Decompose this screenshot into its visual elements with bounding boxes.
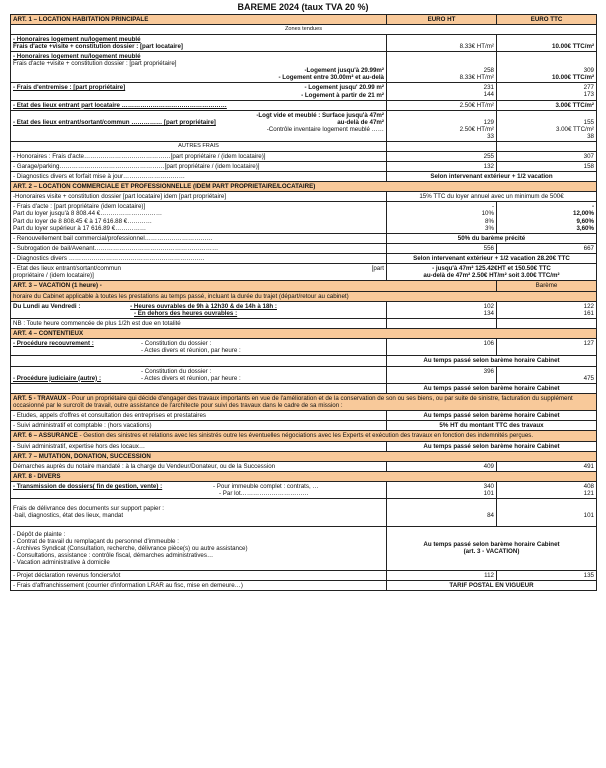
row-label: Frais d'acte +visite + constitution dossier : [part propriétaire] <box>13 59 177 67</box>
row-label: - Actes divers et réunion, par heure : <box>141 374 241 382</box>
value-ttc: 158 <box>497 161 597 171</box>
page-title: BAREME 2024 (taux TVA 20 %) <box>237 2 369 12</box>
row-label: - Dépôt de plainte : <box>13 530 66 538</box>
art1-title: ART. 1 – LOCATION HABITATION PRINCIPALE <box>11 15 387 25</box>
value-ttc: 3.00€ TTC/m² <box>555 126 594 134</box>
value-ht: 8.33€ HT/m² <box>459 74 494 82</box>
table-row <box>11 499 597 526</box>
value-ht: 144 <box>483 91 494 99</box>
art1-header <box>11 15 597 25</box>
art6-text: - Gestion des sinistres et relations avec les sinistrés outre les éventuelles négociations avec les Experts et exécution des travaux en fonction des indemnités perçues. <box>77 432 534 440</box>
value-ht: 84 <box>387 499 497 526</box>
art7-title: ART. 7 – MUTATION, DONATION, SUCCESSION <box>11 451 597 461</box>
value-ht: 396 <box>483 367 494 375</box>
value-ht: - <box>491 203 494 211</box>
row-label: [part <box>371 265 384 273</box>
value-ht: 2.50€ HT/m² <box>459 126 494 134</box>
table-row <box>11 301 597 318</box>
col-ht-header: EURO HT <box>387 15 497 25</box>
art6-title: ART. 6 – ASSURANCE <box>13 432 78 440</box>
row-label: -bail, diagnostics, état des lieux, mandat <box>13 512 124 520</box>
table-row <box>11 441 597 451</box>
value-ttc: 121 <box>583 490 594 498</box>
value-ttc: 9,60% <box>576 217 594 225</box>
row-label: - Honoraires logement nu/logement meublé <box>13 52 141 60</box>
table-row <box>11 461 597 471</box>
row-label: - Honoraires : Frais d'acte……………………………………[part propriétaire / (idem locataire)] <box>11 151 387 161</box>
table-row <box>11 356 597 366</box>
row-label: -Contrôle inventaire logement meublé …… <box>266 126 384 134</box>
table-row <box>11 202 597 234</box>
row-label: NB : Toute heure commencée de plus 1/2h est due en totalité <box>11 318 387 328</box>
row-label: Part du loyer jusqu'à 8 808.44 €………………………… <box>13 210 163 218</box>
value-ht: 409 <box>387 461 497 471</box>
value-ht: 10% <box>481 210 494 218</box>
autres-frais-row <box>11 142 597 151</box>
table-row <box>11 83 597 100</box>
row-label: - Logement jusqu' 20.99 m² <box>304 84 384 92</box>
table-row <box>11 526 597 571</box>
row-label: - Diagnostics divers ………………………………………………………… <box>11 254 387 264</box>
value-ht: 102 <box>483 302 494 310</box>
value-ttc: 135 <box>497 571 597 581</box>
art4-header <box>11 329 597 339</box>
value-merged: Au temps passé selon barème horaire Cabinet <box>423 541 560 549</box>
value-ttc: 38 <box>587 133 594 141</box>
value-ht: 255 <box>387 151 497 161</box>
value-ht: 132 <box>387 161 497 171</box>
row-label: - Projet déclaration revenus fonciers/lot <box>11 571 387 581</box>
value-merged: Au temps passé selon barème horaire Cabinet <box>387 356 597 366</box>
table-row <box>11 318 597 328</box>
value-ht: 2.50€ HT/m² <box>387 100 497 110</box>
row-label: Part du loyer de 8 808.45 € à 17 616.88 €………… <box>13 217 152 225</box>
table-row <box>11 264 597 281</box>
row-label: - Contrat de travail du remplaçant du personnel d'immeuble : <box>13 537 179 545</box>
value-ttc: 12,00% <box>573 210 594 218</box>
value-ttc: 173 <box>583 91 594 99</box>
row-label: Frais d'acte +visite + constitution dossier : [part locataire] <box>13 42 183 50</box>
art2-header <box>11 182 597 192</box>
table-row <box>11 151 597 161</box>
value-merged: Au temps passé selon barème horaire Cabinet <box>387 441 597 451</box>
art7-header <box>11 451 597 461</box>
row-label: -Logement jusqu'à 29.99m² <box>304 67 384 75</box>
value-merged: au-delà de 47m² 2.50€ HT/m² soit 3.00€ TTC/m² <box>423 272 560 280</box>
row-label: -Honoraires visite + constitution dossier [part locataire] idem [part propriétaire] <box>11 192 387 202</box>
table-row <box>11 366 597 383</box>
table-row <box>11 34 597 51</box>
art8-header <box>11 471 597 481</box>
bareme-table <box>10 14 597 591</box>
row-label: - Etat des lieux entrant/sortant/commun <box>13 265 121 273</box>
value-ht: 3% <box>485 224 494 232</box>
row-label: - Par lot…………………………… <box>219 490 309 498</box>
row-label: - Logement entre 30.00m² et au-delà <box>278 74 384 82</box>
value-ttc: 307 <box>497 151 597 161</box>
value-merged: Au temps passé selon barème horaire Cabinet <box>387 411 597 421</box>
art3-title: ART. 3 – VACATION (1 heure) - <box>11 281 497 291</box>
row-label: - Frais d'affranchissement (courrier d'information LRAR au fisc, mise en demeure…) <box>11 581 387 591</box>
row-label: - Logement à partir de 21 m² <box>301 91 384 99</box>
row-label: - Procédure recouvrement : <box>13 340 94 348</box>
table-row <box>11 233 597 243</box>
art4-title: ART. 4 – CONTENTIEUX <box>11 329 597 339</box>
row-label-main: - Frais d'entremise : [part propriétaire] <box>13 84 126 92</box>
row-label: - Frais d'acte : [part propriétaire (idem locataire)] <box>13 203 146 211</box>
zones-row <box>11 25 597 34</box>
row-label: Démarches auprès du notaire mandaté : à la charge du Vendeur/Donateur, ou de la Succession <box>11 461 387 471</box>
value-ttc: 491 <box>497 461 597 471</box>
row-label: - Etudes, appels d'offres et consultation des entreprises et prestataires <box>11 411 387 421</box>
value-ht: 33 <box>487 133 494 141</box>
row-label: - Honoraires logement nu/logement meublé <box>13 35 141 43</box>
value-ttc: 3.00€ TTC/m² <box>497 100 597 110</box>
row-label: - Transmission de dossiers( fin de gestion, vente) : <box>13 483 163 491</box>
table-row <box>11 100 597 110</box>
value-ht: 134 <box>483 309 494 317</box>
value-ht: 101 <box>483 490 494 498</box>
table-row <box>11 411 597 421</box>
value-merged: 50% du barème précité <box>387 233 597 243</box>
row-label: - Archives Syndicat (Consultation, recherche, délivrance pièce(s) ou autre assistance) <box>13 544 248 552</box>
table-row <box>11 571 597 581</box>
row-label-main: - Etat des lieux entrant/sortant/commun …………… [part propriétaire] <box>13 118 216 126</box>
art6-header <box>11 431 597 441</box>
art8-title: ART. 8 - DIVERS <box>11 471 597 481</box>
row-label: - Actes divers et réunion, par heure : <box>141 347 241 355</box>
table-row <box>11 243 597 253</box>
value-ttc: 309 <box>583 67 594 75</box>
value-ttc: 475 <box>583 374 594 382</box>
row-label: - Constitution du dossier : <box>141 367 212 375</box>
value-ht: 106 <box>483 340 494 348</box>
row-label: au-delà de 47m² <box>337 119 384 127</box>
value-merged: 15% TTC du loyer annuel avec un minimum de 500€ <box>387 192 597 202</box>
value-merged: Au temps passé selon barème horaire Cabinet <box>387 383 597 393</box>
autres-frais-label: AUTRES FRAIS <box>11 142 387 151</box>
value-merged: 5% HT du montant TTC des travaux <box>387 421 597 431</box>
value-ttc: 277 <box>583 84 594 92</box>
value-ttc: 10.00€ TTC/m² <box>552 42 594 50</box>
value-ttc: 122 <box>583 302 594 310</box>
table-row <box>11 171 597 181</box>
art5-header <box>11 393 597 410</box>
table-row <box>11 254 597 264</box>
row-label: -Logt vide et meublé : Surface jusqu'à 47m² <box>256 112 384 120</box>
table-row <box>11 51 597 83</box>
row-label: Frais de délivrance des documents sur support papier : <box>13 505 164 513</box>
value-ht: 8% <box>485 217 494 225</box>
value-merged: - jusqu'à 47m² 125.42€HT et 150.50€ TTC <box>432 265 551 273</box>
art3-bareme: Barème <box>497 281 597 291</box>
row-label: - Garage/parking……………………………………………[part propriétaire / (idem locataire)] <box>11 161 387 171</box>
value-merged: TARIF POSTAL EN VIGUEUR <box>387 581 597 591</box>
art5-title: ART. 5 - TRAVAUX <box>13 394 67 402</box>
value-ht: 112 <box>387 571 497 581</box>
row-label: - Renouvellement bail commercial/professionnel…………………………… <box>11 233 387 243</box>
value-ttc: 10.00€ TTC/m² <box>552 74 594 82</box>
value-ttc: 667 <box>497 243 597 253</box>
row-label: - Procédure judiciaire (autre) : <box>13 374 102 382</box>
value-merged: Selon intervenant extérieur + 1/2 vacation 28.20€ TTC <box>387 254 597 264</box>
value-merged: Selon intervenant extérieur + 1/2 vacation <box>387 171 597 181</box>
value-ht: 231 <box>483 84 494 92</box>
table-row <box>11 383 597 393</box>
art3-subheader <box>11 291 597 301</box>
row-label: - Diagnostics divers et forfait mise à jour………………………… <box>11 171 387 181</box>
value-ttc: 3,60% <box>576 224 594 232</box>
value-ttc: 408 <box>583 483 594 491</box>
art5-text: - Pour un propriétaire qui décide d'engager des travaux importants en vue de l'amélioration et de la conservation de son ou ses biens, ou par suite de sinistre, facturation du supplément occasionné par le surcroît de travail, outre assistance de l'architecte pour suivi des travaux dans le cadre de sa mission : <box>13 394 573 410</box>
value-ttc: 127 <box>583 340 594 348</box>
value-ttc: 101 <box>497 499 597 526</box>
table-row <box>11 110 597 142</box>
value-merged: (art. 3 - VACATION) <box>463 548 520 556</box>
row-label: - Pour immeuble complet : contrats, … <box>213 483 319 491</box>
row-label: - Vacation administrative à domicile <box>13 559 110 567</box>
value-ttc: - <box>591 203 594 211</box>
table-row <box>11 482 597 499</box>
table-row <box>11 421 597 431</box>
row-label: - Suivi administratif, expertise hors des locaux… <box>11 441 387 451</box>
art2-title: ART. 2 – LOCATION COMMERCIALE ET PROFESSIONNELLE (IDEM PART PROPRIETAIRE/LOCATAIRE) <box>11 182 597 192</box>
row-label: - Consultations, assistance : contrôle fiscal, démarches administratives… <box>13 551 214 559</box>
table-row <box>11 161 597 171</box>
zones-label: Zones tendues <box>11 25 597 34</box>
row-label: - Suivi administratif et comptable : (hors vacations) <box>11 421 387 431</box>
row-label: Du Lundi au Vendredi : <box>13 302 81 310</box>
table-row <box>11 339 597 356</box>
art3-subtitle: horaire du Cabinet applicable à toutes les prestations au temps passé, incluant la durée du trajet (départ/retour au cabinet) <box>11 291 597 301</box>
col-ttc-header: EURO TTC <box>497 15 597 25</box>
row-label: Part du loyer supérieur à 17 616.89 €…………… <box>13 224 147 232</box>
row-label: propriétaire / (idem locataire)] <box>13 272 94 280</box>
value-ht: 8.33€ HT/m² <box>459 42 494 50</box>
value-ttc: 161 <box>583 309 594 317</box>
art3-header <box>11 281 597 291</box>
row-label: - Subrogation de bail/Avenant…………………………………………………… <box>11 243 387 253</box>
value-ht: 340 <box>483 483 494 491</box>
row-label: - Constitution du dossier : <box>141 340 212 348</box>
table-row <box>11 581 597 591</box>
row-label: - En dehors des heures ouvrables : <box>134 309 238 317</box>
value-ht: 129 <box>483 118 494 126</box>
value-ttc: 155 <box>583 118 594 126</box>
value-ht: 258 <box>483 67 494 75</box>
row-label: - Heures ouvrables de 9h à 12h30 & de 14h à 18h : <box>130 302 277 310</box>
value-ht: 556 <box>387 243 497 253</box>
table-row <box>11 192 597 202</box>
row-label: - Etat des lieux entrant part locataire …………………………………………… <box>11 100 387 110</box>
